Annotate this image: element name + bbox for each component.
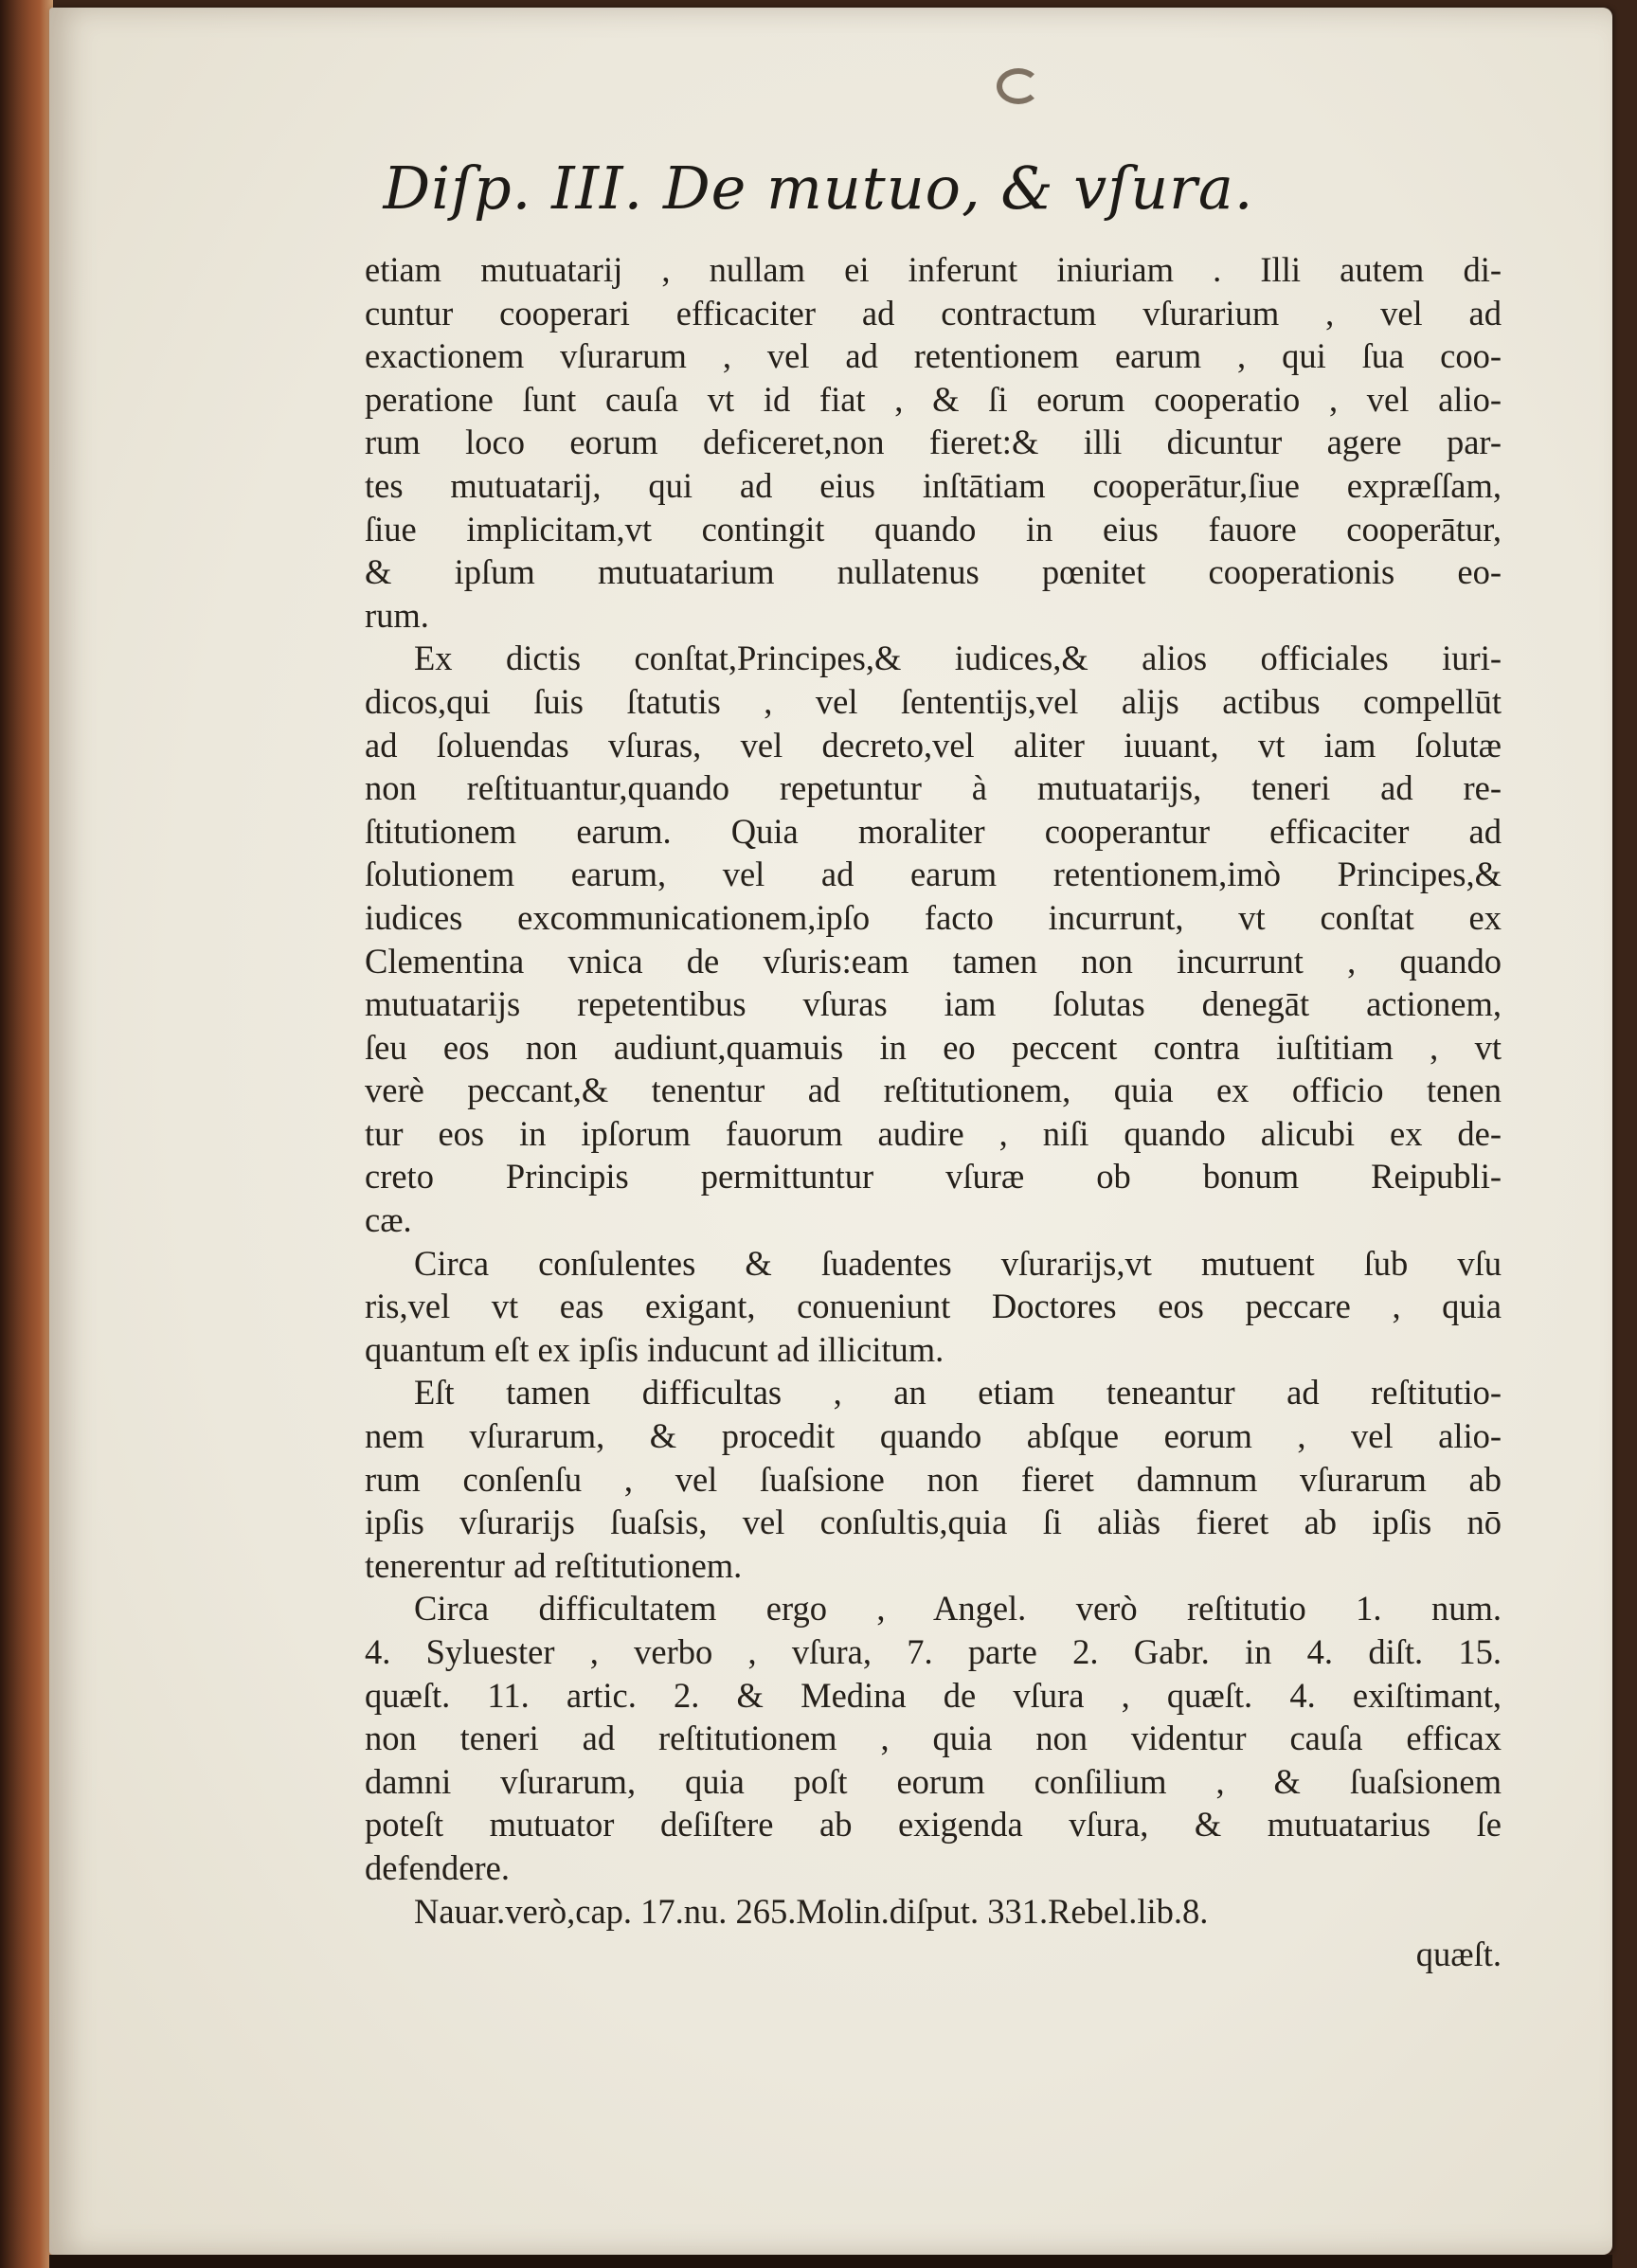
catchword: quæſt. (1415, 1935, 1502, 1974)
paragraph (365, 1890, 1502, 1934)
body-text (365, 248, 1502, 1976)
text-line: rum. (365, 595, 429, 635)
text-line: ris,vel vt eas exigant, conueniunt Doctores eos peccare , quia (365, 1287, 1502, 1326)
text-line: tes mutuatarij, qui ad eius inſtātiam cooperātur,ſiue expræſſam, (365, 465, 1502, 505)
paragraph (365, 1242, 1502, 1372)
text-line: ad ſoluendas vſuras, vel decreto,vel aliter iuuant, vt iam ſolutæ (365, 725, 1502, 765)
text-line: iudices excommunicationem,ipſo facto incurrunt, vt conſtat ex (365, 897, 1502, 937)
book-spine-edge (0, 0, 53, 2268)
text-line: dicos,qui ſuis ſtatutis , vel ſententijs,vel alijs actibus compellūt (365, 681, 1502, 721)
page-shadow (49, 2255, 1612, 2268)
text-line: ſeu eos non audiunt,quamuis in eo peccent contra iuſtitiam , vt (365, 1027, 1502, 1067)
text-line: defendere. (365, 1847, 510, 1887)
text-line: ipſis vſurarijs ſuaſsis, vel conſultis,quia ſi aliàs fieret ab ipſis nō (365, 1503, 1502, 1542)
text-line: tenerentur ad reſtitutionem. (365, 1545, 743, 1585)
text-line: damni vſurarum, quia poſt eorum conſilium , & ſuaſsionem (365, 1761, 1502, 1801)
paragraph (365, 1371, 1502, 1587)
text-line: Circa conſulentes & ſuadentes vſurarijs,vt mutuent ſub vſu (414, 1243, 1502, 1283)
text-line: rum conſenſu , vel ſuaſsione non fieret damnum vſurarum ab (365, 1459, 1502, 1499)
text-line: ſolutionem earum, vel ad earum retentionem,imò Principes,& (365, 855, 1502, 894)
text-line: quæſt. 11. artic. 2. & Medina de vſura , quæſt. 4. exiſtimant, (365, 1675, 1502, 1715)
paragraph (365, 248, 1502, 637)
text-line: cæ. (365, 1200, 412, 1240)
text-line: ſiue implicitam,vt contingit quando in eius fauore cooperātur, (365, 509, 1502, 549)
text-line: etiam mutuatarij , nullam ei inferunt iniuriam . Illi autem di- (365, 250, 1502, 289)
text-line: non teneri ad reſtitutionem , quia non videntur cauſa efficax (365, 1719, 1502, 1758)
text-line: Nauar.verò,cap. 17.nu. 265.Molin.diſput. 331.Rebel.lib.8. (414, 1891, 1209, 1931)
running-header: Diſp. III. De mutuo, & vſura. (383, 153, 1254, 223)
text-line: Clementina vnica de vſuris:eam tamen non incurrunt , quando (365, 941, 1502, 981)
text-line: verè peccant,& tenentur ad reſtitutionem, quia ex officio tenen (365, 1071, 1502, 1110)
ink-smudge-mark (997, 68, 1040, 104)
paragraph (365, 637, 1502, 1241)
text-line: peratione ſunt cauſa vt id fiat , & ſi eorum cooperatio , vel alio- (365, 379, 1502, 419)
text-line: quantum eſt ex ipſis inducunt ad illicitum. (365, 1329, 944, 1369)
text-line: poteſt mutuator deſiſtere ab exigenda vſura, & mutuatarius ſe (365, 1805, 1502, 1845)
text-line: nem vſurarum, & procedit quando abſque eorum , vel alio- (365, 1416, 1502, 1456)
text-line: mutuatarijs repetentibus vſuras iam ſolutas denegāt actionem, (365, 984, 1502, 1024)
text-line: Ex dictis conſtat,Principes,& iudices,& alios officiales iuri- (414, 639, 1502, 678)
text-line: creto Principis permittuntur vſuræ ob bonum Reipubli- (365, 1157, 1502, 1197)
paragraph (365, 1587, 1502, 1889)
text-line: ſtitutionem earum. Quia moraliter cooperantur efficaciter ad (365, 811, 1502, 851)
text-line: tur eos in ipſorum fauorum audire , niſi quando alicubi ex de- (365, 1113, 1502, 1153)
text-line: Eſt tamen difficultas , an etiam teneantur ad reſtitutio- (414, 1373, 1502, 1413)
text-line: exactionem vſurarum , vel ad retentionem earum , qui ſua coo- (365, 336, 1502, 376)
text-line: & ipſum mutuatarium nullatenus pœnitet cooperationis eo- (365, 552, 1502, 592)
text-line: Circa difficultatem ergo , Angel. verò reſtitutio 1. num. (414, 1589, 1502, 1629)
text-line: rum loco eorum deficeret,non fieret:& illi dicuntur agere par- (365, 423, 1502, 462)
text-line: cuntur cooperari efficaciter ad contractum vſurarium , vel ad (365, 293, 1502, 333)
text-line: 4. Syluester , verbo , vſura, 7. parte 2. Gabr. in 4. diſt. 15. (365, 1632, 1502, 1671)
text-line: non reſtituantur,quando repetuntur à mutuatarijs, teneri ad re- (365, 768, 1502, 808)
